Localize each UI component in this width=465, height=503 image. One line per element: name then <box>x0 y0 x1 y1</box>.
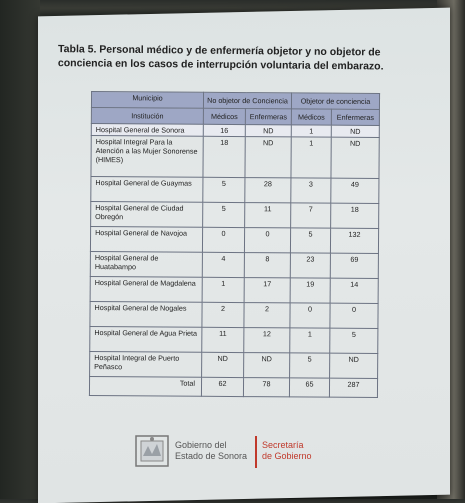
cell-obj-enfermeras: 0 <box>330 303 378 328</box>
cell-institucion: Hospital General de Nogales <box>90 301 202 327</box>
cell-obj-medicos: 5 <box>290 228 330 253</box>
cell-no-medicos: 18 <box>203 136 245 177</box>
table-row <box>91 135 379 178</box>
cell-no-enfermeras: ND <box>245 137 291 178</box>
cell-no-enfermeras: 17 <box>244 278 290 303</box>
table-row <box>91 201 379 228</box>
cell-no-enfermeras: 8 <box>244 253 290 278</box>
header-no-enfermeras: Enfermeras <box>245 109 291 125</box>
table-row <box>90 301 378 328</box>
cell-obj-medicos: 1 <box>291 125 331 137</box>
table-row <box>90 276 378 303</box>
cell-institucion: Hospital General de Ciudad Obregón <box>91 201 203 227</box>
table-row <box>91 176 379 203</box>
cell-obj-medicos: 5 <box>290 353 330 378</box>
data-table <box>89 91 380 398</box>
cell-obj-enfermeras: 69 <box>330 253 378 278</box>
table-title: Tabla 5. Personal médico y de enfermería objetor y no objetor de conciencia en los casos de interrupción voluntaria del embarazo. <box>57 43 384 73</box>
cell-institucion: Hospital General de Guaymas <box>91 176 203 202</box>
cell-obj-medicos: 7 <box>291 203 331 228</box>
header-no-objetor: No objetor de Conciencia <box>203 92 291 109</box>
gobierno-line2: Estado de Sonora <box>175 451 248 461</box>
cell-obj-medicos: 19 <box>290 278 330 303</box>
footer-logos <box>133 432 343 472</box>
cell-no-enfermeras: 2 <box>244 303 290 328</box>
cell-institucion: Hospital General de Huatabampo <box>90 251 202 277</box>
cell-no-enfermeras: 28 <box>245 178 291 203</box>
cell-obj-enfermeras: ND <box>331 125 379 137</box>
total-no-medicos: 62 <box>201 377 243 396</box>
cell-no-enfermeras: 12 <box>244 328 290 353</box>
cell-institucion: Hospital General de Magdalena <box>90 276 202 302</box>
cell-obj-enfermeras: ND <box>330 353 378 378</box>
total-label: Total <box>89 376 201 396</box>
cell-no-medicos: 1 <box>202 277 244 302</box>
cell-no-enfermeras: ND <box>244 353 290 378</box>
gobierno-text <box>175 440 255 462</box>
cell-institucion: Hospital Integral Para la Atención a las Mujer Sonorense (HIMES) <box>91 135 203 177</box>
cell-obj-medicos: 0 <box>290 303 330 328</box>
secretaria-line2: de Gobierno <box>262 451 312 461</box>
cell-no-medicos: 2 <box>202 302 244 327</box>
cell-obj-medicos: 1 <box>291 137 331 178</box>
cell-obj-enfermeras: 132 <box>330 228 378 253</box>
table-row <box>90 351 378 378</box>
header-institucion: Institución <box>91 107 203 124</box>
cell-no-medicos: 4 <box>202 252 244 277</box>
table-body <box>90 123 380 378</box>
cell-no-medicos: 16 <box>203 124 245 136</box>
table-row <box>90 226 378 253</box>
cell-no-medicos: 11 <box>202 327 244 352</box>
total-no-enfermeras: 78 <box>243 378 289 397</box>
cell-obj-enfermeras: 14 <box>330 278 378 303</box>
table-row <box>90 251 378 278</box>
cell-no-enfermeras: ND <box>245 125 291 137</box>
cell-obj-medicos: 1 <box>290 328 330 353</box>
cell-obj-enfermeras: 49 <box>331 178 379 203</box>
total-row <box>89 376 377 397</box>
cell-no-medicos: 5 <box>203 177 245 202</box>
cell-institucion: Hospital Integral de Puerto Peñasco <box>90 351 202 377</box>
cell-institucion: Hospital General de Agua Prieta <box>90 326 202 352</box>
cell-obj-medicos: 23 <box>290 253 330 278</box>
cell-institucion: Hospital General de Navojoa <box>90 226 202 252</box>
cell-obj-medicos: 3 <box>291 178 331 203</box>
sonora-seal-logo <box>133 432 171 470</box>
table-row <box>90 326 378 353</box>
secretaria-text <box>262 440 342 462</box>
cell-obj-enfermeras: ND <box>331 137 379 178</box>
header-municipio: Municipio <box>91 91 203 108</box>
cell-obj-enfermeras: 5 <box>330 328 378 353</box>
cell-institucion: Hospital General de Sonora <box>91 123 203 136</box>
cell-no-medicos: 5 <box>203 202 245 227</box>
cell-no-medicos: 0 <box>202 227 244 252</box>
header-no-medicos: Médicos <box>203 108 245 124</box>
cell-no-medicos: ND <box>202 352 244 377</box>
header-objetor: Objetor de conciencia <box>291 93 379 110</box>
header-obj-medicos: Médicos <box>291 109 331 125</box>
wall-left <box>0 0 40 499</box>
secretaria-line1: Secretaría <box>262 440 304 450</box>
footer-divider <box>255 436 257 468</box>
cell-obj-enfermeras: 18 <box>331 203 379 228</box>
gobierno-line1: Gobierno del <box>175 440 227 450</box>
total-obj-medicos: 65 <box>289 378 329 397</box>
cell-no-enfermeras: 0 <box>244 228 290 253</box>
total-obj-enfermeras: 287 <box>329 378 377 397</box>
header-obj-enfermeras: Enfermeras <box>331 109 379 125</box>
cell-no-enfermeras: 11 <box>245 203 291 228</box>
